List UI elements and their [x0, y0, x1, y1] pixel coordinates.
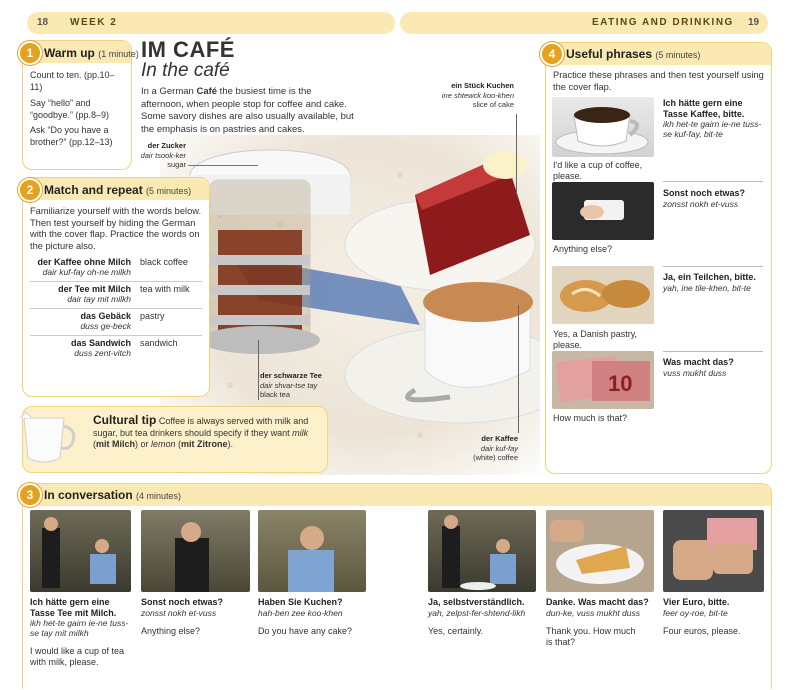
conv-item — [30, 597, 134, 668]
tip-paren: ( — [175, 439, 182, 449]
conv-photo-illustration — [30, 510, 131, 592]
intro-bold: Café — [196, 86, 218, 97]
label-pron: ine shtewck koo-khen — [441, 90, 514, 100]
notepad-illustration — [552, 182, 654, 240]
page-number-left: 18 — [37, 17, 49, 28]
phrases-instructions: Practice these phrases and then test yourself using the cover flap. — [553, 70, 764, 92]
coffee-cup-illustration — [552, 97, 654, 157]
phrases-number: 4 — [540, 42, 564, 66]
conv-photo-illustration — [428, 510, 536, 592]
conv-photo — [663, 510, 764, 592]
conv-photo — [546, 510, 654, 592]
intro-post: the busiest time is the afternoon, when people stop for coffee and cake. Some savory dishes are also usually available, but the emphasis is on pastries and cakes. — [141, 86, 354, 135]
phrase-en: Yes, a Danish pastry, please. — [553, 329, 638, 350]
vocab-divider — [30, 308, 202, 309]
conv-pron: zonsst nokh et-vuss — [141, 607, 217, 618]
conv-photo — [428, 510, 536, 592]
warmup-number: 1 — [18, 41, 42, 65]
vocab-de: das Sandwich — [70, 338, 131, 348]
phrase-divider — [663, 266, 763, 267]
intro-pre: In a German — [141, 86, 197, 97]
phrase-pron: ikh het-te gairn ie-ne tuss-se kuf-fay, bit-te — [663, 119, 762, 139]
vocab-en: sandwich — [140, 338, 178, 348]
warmup-title — [44, 46, 139, 60]
label-tee — [260, 371, 340, 400]
vocab-de: das Gebäck — [80, 311, 131, 321]
euro-notes-illustration — [552, 351, 654, 409]
match-minutes: (5 minutes) — [146, 186, 192, 196]
tip-lemon: lemon — [151, 439, 176, 449]
tip-paren: ( — [93, 439, 96, 449]
vocab-pron: dair tay mit milkh — [67, 294, 131, 304]
conv-en: I would like a cup of tea with milk, please. — [30, 646, 125, 667]
label-pointer — [518, 305, 519, 433]
vocab-en: pastry — [140, 311, 165, 321]
conv-en: Thank you. How much is that? — [546, 625, 636, 647]
warmup-title-text: Warm up — [44, 46, 95, 60]
conv-en: Anything else? — [141, 625, 201, 636]
label-pron: dair tsook-ker — [140, 150, 186, 160]
conv-de: Vier Euro, bitte. — [663, 597, 730, 607]
phrases-title — [566, 47, 700, 61]
vocab-divider — [30, 281, 202, 282]
conv-pron: hah-ben zee koo-khen — [258, 607, 343, 618]
milk-jug-icon — [12, 408, 84, 468]
photo-coffee-cup — [552, 97, 654, 157]
conversation-title-text: In conversation — [44, 488, 133, 502]
conv-item — [141, 597, 249, 637]
conv-item — [258, 597, 366, 637]
conversation-title — [44, 488, 181, 502]
conv-photo-illustration — [663, 510, 764, 592]
week-label: WEEK 2 — [70, 17, 118, 28]
phrase-de: Sonst noch etwas? — [663, 188, 746, 198]
conv-en: Four euros, please. — [663, 625, 741, 636]
section-label: EATING AND DRINKING — [592, 17, 734, 28]
label-pointer — [258, 340, 259, 400]
phrase-pron: yah, ine tile-khen, bit-te — [663, 283, 751, 293]
label-de: der Zucker — [147, 141, 186, 150]
conv-item — [546, 597, 654, 648]
conv-pron: ikh het-te gairn ie-ne tuss-se tay mit milkh — [30, 618, 129, 638]
vocab-pron: duss ge-beck — [80, 321, 131, 331]
label-en: (white) coffee — [473, 453, 518, 462]
cultural-tip-title: Cultural tip — [93, 413, 157, 427]
vocab-row — [30, 311, 200, 331]
conv-en: Yes, certainly. — [428, 625, 484, 636]
phrase-divider — [663, 181, 763, 182]
label-pointer — [516, 114, 517, 194]
photo-notepad — [552, 182, 654, 240]
phrase-de: Ich hätte gern eine Tasse Kaffee, bitte. — [663, 98, 745, 119]
warmup-item: Count to ten. (pp.10–11) — [30, 70, 115, 92]
conv-pron: yah, zelpst-fer-shtend-likh — [428, 607, 526, 618]
conv-de: Haben Sie Kuchen? — [258, 597, 343, 607]
phrase-pron: zonsst nokh et-vuss — [663, 199, 739, 209]
tip-or: or — [138, 439, 152, 449]
vocab-de: der Kaffee ohne Milch — [37, 257, 131, 267]
pastry-illustration — [552, 266, 654, 324]
phrase-divider — [663, 351, 763, 352]
match-title-text: Match and repeat — [44, 183, 143, 197]
label-de: der Kaffee — [481, 434, 518, 443]
tip-paren: ) — [135, 439, 139, 449]
conv-photo-illustration — [258, 510, 366, 592]
phrase-en: I'd like a cup of coffee, please. — [553, 160, 643, 181]
conversation-box — [22, 483, 772, 689]
match-instructions: Familiarize yourself with the words below. Then test yourself by hiding the German with the cover flap. Practice the words on the picture also. — [30, 206, 202, 251]
label-kaffee — [446, 434, 518, 463]
label-kuchen — [430, 81, 514, 110]
tip-text: Coffee is always served with milk and sugar, but tea drinkers should specify if they want — [93, 416, 309, 438]
conv-pron: feer oy-roe, bit-te — [663, 607, 728, 618]
phrase-de: Was macht das? — [663, 357, 734, 367]
page-number-right: 19 — [748, 17, 760, 28]
intro-text — [141, 86, 356, 136]
conv-item — [663, 597, 763, 637]
vocab-de: der Tee mit Milch — [58, 284, 131, 294]
conv-item — [428, 597, 538, 637]
label-en: slice of cake — [472, 100, 514, 109]
conv-de: Sonst noch etwas? — [141, 597, 224, 607]
conv-de: Ja, selbstverständlich. — [428, 597, 525, 607]
label-de: der schwarze Tee — [260, 371, 322, 380]
phrases-title-text: Useful phrases — [566, 47, 653, 61]
vocab-divider — [30, 335, 202, 336]
match-number: 2 — [18, 178, 42, 202]
label-pron: dair shvar-tse tay — [260, 380, 318, 390]
warmup-item: Ask “Do you have a brother?” (pp.12–13) — [30, 125, 113, 147]
page-title-german: IM CAFÉ — [141, 37, 235, 62]
conv-photo — [141, 510, 250, 592]
photo-euro-notes — [552, 351, 654, 409]
conv-de: Danke. Was macht das? — [546, 597, 649, 607]
vocab-row — [30, 284, 200, 304]
phrase-pron: vuss mukht duss — [663, 368, 727, 378]
svg-text:10: 10 — [608, 371, 633, 396]
vocab-en: black coffee — [140, 257, 188, 267]
label-pron: dair kuf-fay — [480, 443, 518, 453]
tip-mit-zitrone: mit Zitrone — [181, 439, 228, 449]
vocab-row — [30, 257, 200, 277]
phrases-minutes: (5 minutes) — [655, 50, 701, 60]
conv-photo — [30, 510, 131, 592]
tip-mit-milch: mit Milch — [96, 439, 136, 449]
vocab-pron: duss zent-vitch — [74, 348, 131, 358]
label-pointer — [188, 165, 258, 166]
warmup-minutes: (1 minute) — [98, 49, 139, 59]
vocab-en: tea with milk — [140, 284, 190, 294]
tip-end: ). — [227, 439, 234, 449]
label-en: sugar — [167, 160, 186, 169]
phrase-en: How much is that? — [553, 413, 628, 423]
phrase-de: Ja, ein Teilchen, bitte. — [663, 272, 756, 282]
cultural-tip-text — [93, 415, 321, 451]
phrase-en: Anything else? — [553, 244, 613, 254]
conv-photo-illustration — [546, 510, 654, 592]
tip-milk: milk — [292, 427, 309, 438]
conv-en: Do you have any cake? — [258, 625, 353, 636]
warmup-item: Say “hello” and “goodbye.” (pp.8–9) — [30, 98, 110, 120]
conversation-number: 3 — [18, 483, 42, 507]
conv-de: Ich hätte gern eine Tasse Tee mit Milch. — [30, 597, 117, 618]
photo-pastry — [552, 266, 654, 324]
vocab-row — [30, 338, 200, 358]
label-de: ein Stück Kuchen — [451, 81, 514, 90]
conv-photo — [258, 510, 366, 592]
conv-photo-illustration — [141, 510, 250, 592]
vocab-pron: dair kuf-fay oh-ne milkh — [42, 267, 131, 277]
match-title — [44, 183, 191, 197]
conversation-minutes: (4 minutes) — [136, 491, 182, 501]
page-title-english: In the café — [141, 60, 230, 81]
label-en: black tea — [260, 390, 291, 399]
label-zucker — [120, 141, 186, 170]
conv-pron: dun-ke, vuss mukht duss — [546, 607, 641, 618]
